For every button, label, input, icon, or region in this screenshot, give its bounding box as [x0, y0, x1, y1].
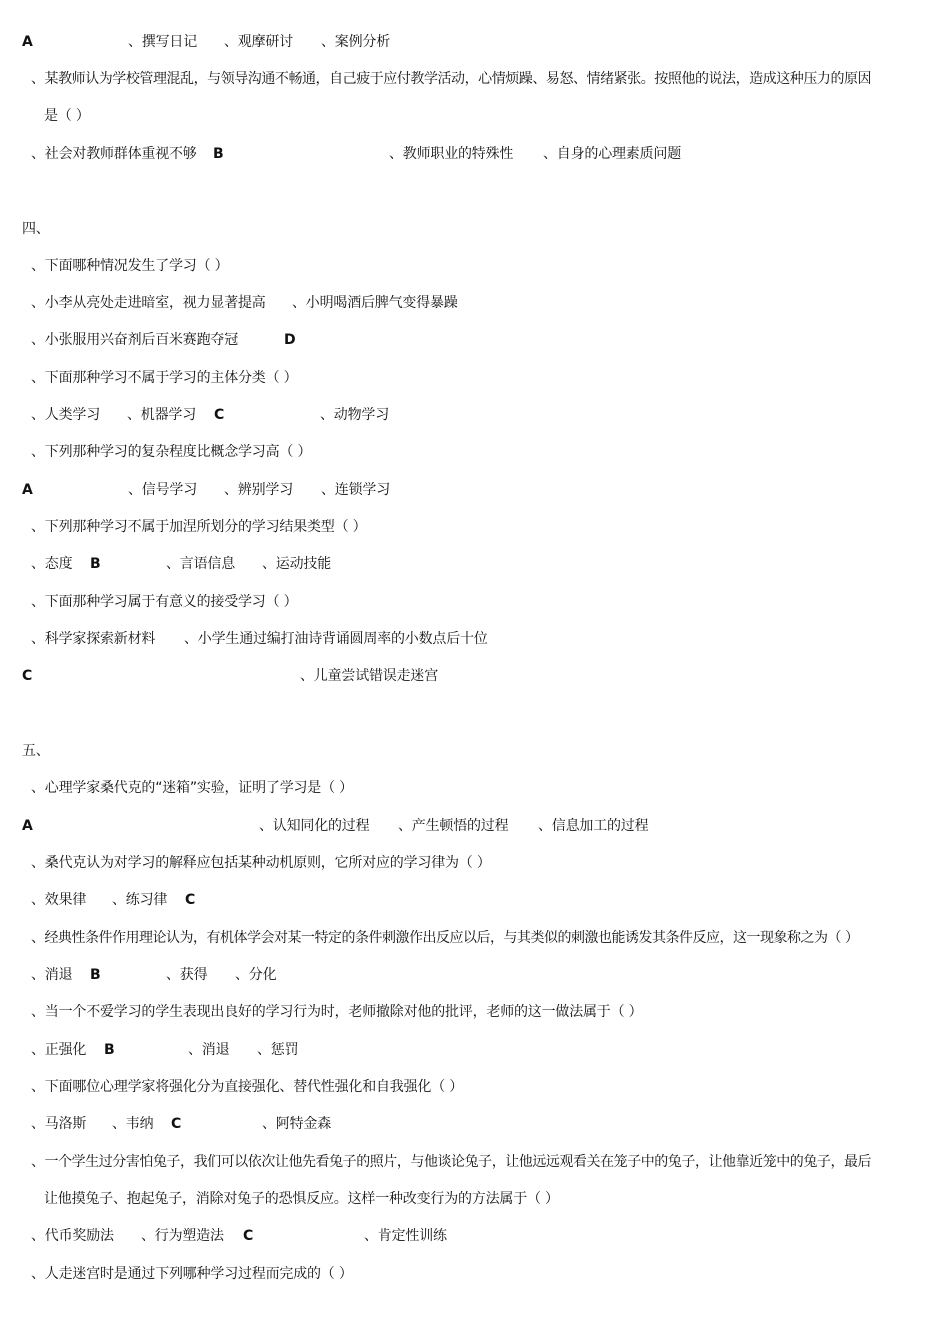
section-title: 四、: [22, 221, 50, 237]
option-text: 、科学家探索新材料: [31, 631, 156, 647]
option-letter: D: [284, 332, 296, 348]
option-text: 、观摩研讨: [224, 34, 293, 50]
question-line-continued: [0, 1189, 950, 1213]
option-text: 、小学生通过编打油诗背诵圆周率的小数点后十位: [184, 631, 488, 647]
question-line: [0, 1002, 950, 1026]
question-text: 、下面那种学习不属于学习的主体分类（ ）: [31, 370, 298, 386]
option-text: 、惩罚: [257, 1042, 299, 1058]
question-text: 、下面哪位心理学家将强化分为直接强化、替代性强化和自我强化（ ）: [31, 1079, 464, 1095]
answer-options-line: [0, 405, 950, 429]
question-text: 、人走迷宫时是通过下列哪种学习过程而完成的（ ）: [31, 1266, 353, 1282]
option-text: 、小李从亮处走进暗室，视力显著提高: [31, 295, 266, 311]
option-text: 、消退: [188, 1042, 230, 1058]
question-line: [0, 592, 950, 616]
option-text: 、效果律: [31, 892, 87, 908]
option-text: 、撰写日记: [128, 34, 197, 50]
option-text: 、小张服用兴奋剂后百米赛跑夺冠: [31, 332, 238, 348]
option-text: 、认知同化的过程: [259, 818, 370, 834]
option-text: 、行为塑造法: [141, 1228, 224, 1244]
option-text: 、儿童尝试错误走迷宫: [300, 668, 438, 684]
question-line: [0, 368, 950, 392]
question-line: [0, 1077, 950, 1101]
question-line: [0, 853, 950, 877]
question-line: [0, 1152, 950, 1176]
question-line: [0, 1264, 950, 1288]
option-text: 、小明喝酒后脾气变得暴躁: [292, 295, 458, 311]
option-letter: C: [171, 1116, 182, 1132]
section-heading: [0, 741, 950, 765]
option-text: 、动物学习: [320, 407, 389, 423]
answer-options-line: [0, 32, 950, 56]
option-text: 、消退: [31, 967, 73, 983]
question-text: 让他摸兔子、抱起兔子，消除对兔子的恐惧反应。这样一种改变行为的方法属于（ ）: [44, 1191, 559, 1207]
question-text: 是（ ）: [44, 108, 90, 124]
question-line: [0, 442, 950, 466]
option-letter: C: [243, 1228, 254, 1244]
option-letter: A: [22, 34, 33, 50]
question-text: 、下列那种学习的复杂程度比概念学习高（ ）: [31, 444, 312, 460]
option-text: 、人类学习: [31, 407, 100, 423]
option-text: 、连锁学习: [321, 482, 390, 498]
option-text: 、机器学习: [127, 407, 196, 423]
answer-options-line: [0, 890, 950, 914]
option-text: 、辨别学习: [224, 482, 293, 498]
question-line: [0, 256, 950, 280]
answer-options-line: [0, 965, 950, 989]
option-letter: C: [22, 668, 33, 684]
option-text: 、运动技能: [262, 556, 331, 572]
option-text: 、自身的心理素质问题: [543, 146, 681, 162]
answer-options-line: [0, 1040, 950, 1064]
question-text: 、下列那种学习不属于加涅所划分的学习结果类型（ ）: [31, 519, 367, 535]
option-text: 、阿特金森: [262, 1116, 331, 1132]
question-text: 、下面那种学习属于有意义的接受学习（ ）: [31, 594, 298, 610]
option-letter: A: [22, 818, 33, 834]
section-heading: [0, 219, 950, 243]
answer-options-line: [0, 144, 950, 168]
option-letter: C: [214, 407, 225, 423]
question-line: [0, 928, 950, 952]
answer-options-line: [0, 293, 950, 317]
answer-options-line: [0, 554, 950, 578]
option-text: 、社会对教师群体重视不够: [31, 146, 197, 162]
option-text: 、练习律: [112, 892, 168, 908]
question-text: 、心理学家桑代克的“迷箱”实验，证明了学习是（ ）: [31, 780, 353, 796]
question-text: 、桑代克认为对学习的解释应包括某种动机原则，它所对应的学习律为（ ）: [31, 855, 491, 871]
question-text: 、经典性条件作用理论认为，有机体学会对某一特定的条件刺激作出反应以后，与其类似的刺激也能诱发其条件反应，这一现象称之为（ ）: [31, 930, 859, 946]
answer-options-line: [0, 816, 950, 840]
question-line: [0, 517, 950, 541]
option-text: 、信息加工的过程: [538, 818, 649, 834]
option-text: 、马洛斯: [31, 1116, 87, 1132]
option-text: 、肯定性训练: [364, 1228, 447, 1244]
option-text: 、态度: [31, 556, 73, 572]
answer-options-line: [0, 480, 950, 504]
option-letter: A: [22, 482, 33, 498]
option-letter: C: [185, 892, 196, 908]
option-text: 、言语信息: [166, 556, 235, 572]
option-text: 、获得: [166, 967, 208, 983]
option-text: 、产生顿悟的过程: [398, 818, 509, 834]
answer-options-line: [0, 1114, 950, 1138]
answer-options-line: [0, 629, 950, 653]
option-text: 、分化: [235, 967, 277, 983]
option-letter: B: [104, 1042, 115, 1058]
answer-options-line: [0, 330, 950, 354]
section-title: 五、: [22, 743, 50, 759]
question-text: 、下面哪种情况发生了学习（ ）: [31, 258, 229, 274]
option-text: 、正强化: [31, 1042, 87, 1058]
option-letter: B: [213, 146, 224, 162]
answer-options-line: [0, 1226, 950, 1250]
question-text: 、当一个不爱学习的学生表现出良好的学习行为时，老师撤除对他的批评，老师的这一做法属于（ ）: [31, 1004, 643, 1020]
option-text: 、代币奖励法: [31, 1228, 114, 1244]
answer-options-line: [0, 666, 950, 690]
option-letter: B: [90, 967, 101, 983]
question-line-continued: [0, 106, 950, 130]
option-text: 、案例分析: [321, 34, 390, 50]
option-text: 、信号学习: [128, 482, 197, 498]
question-line: [0, 778, 950, 802]
option-letter: B: [90, 556, 101, 572]
option-text: 、韦纳: [112, 1116, 154, 1132]
question-text: 、某教师认为学校管理混乱，与领导沟通不畅通，自己疲于应付教学活动，心情烦躁、易怒、情绪紧张。按照他的说法，造成这种压力的原因: [31, 71, 872, 87]
question-text: 、一个学生过分害怕兔子，我们可以依次让他先看兔子的照片，与他谈论兔子，让他远远观看关在笼子中的兔子，让他靠近笼中的兔子，最后: [31, 1154, 872, 1170]
question-line: [0, 69, 950, 93]
option-text: 、教师职业的特殊性: [389, 146, 514, 162]
